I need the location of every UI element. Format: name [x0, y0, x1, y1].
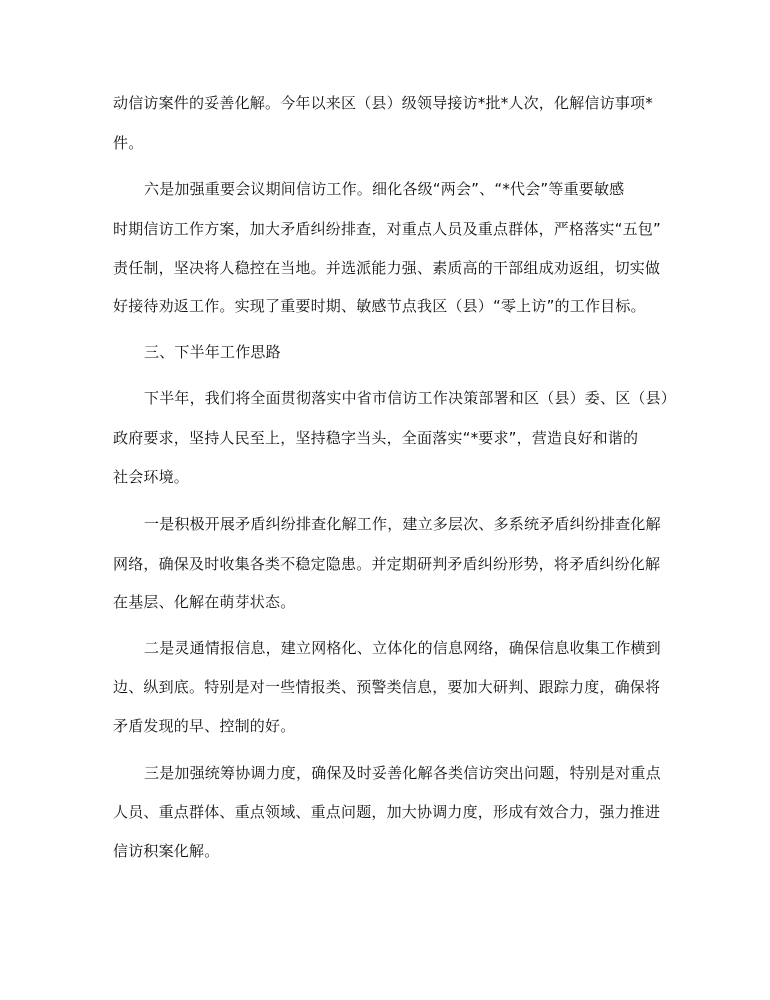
- text-line: 社会环境。: [113, 468, 190, 486]
- text-line: 三是加强统筹协调力度，确保及时妥善化解各类信访突出问题，特别是对重点: [144, 764, 661, 782]
- text-line: 好接待劝返工作。实现了重要时期、敏感节点我区（县）“零上访”的工作目标。: [113, 297, 646, 315]
- text-line: 在基层、化解在萌芽状态。: [113, 593, 296, 611]
- text-line: 二是灵通情报信息，建立网格化、立体化的信息网络，确保信息收集工作横到: [144, 639, 661, 657]
- text-line: 时期信访工作方案，加大矛盾纠纷排查，对重点人员及重点群体，严格落实“五包”: [113, 220, 661, 238]
- text-line: 动信访案件的妥善化解。今年以来区（县）级领导接访*批*人次，化解信访事项*: [113, 94, 653, 112]
- text-line: 一是积极开展矛盾纠纷排查化解工作，建立多层次、多系统矛盾纠纷排查化解: [144, 515, 661, 533]
- text-line: 政府要求，坚持人民至上，坚持稳字当头，全面落实“*要求”，营造良好和谐的: [113, 429, 639, 447]
- text-line: 信访积案化解。: [113, 842, 220, 860]
- text-line: 责任制，坚决将人稳控在当地。并选派能力强、素质高的干部组成劝返组，切实做: [113, 259, 661, 277]
- text-line: 六是加强重要会议期间信访工作。细化各级“两会”、“*代会”等重要敏感: [144, 180, 625, 198]
- text-line: 件。: [113, 134, 144, 152]
- text-line: 矛盾发现的早、控制的好。: [113, 717, 296, 735]
- text-line: 下半年，我们将全面贯彻落实中省市信访工作决策部署和区（县）委、区（县）: [144, 389, 677, 407]
- text-line: 人员、重点群体、重点领域、重点问题，加大协调力度，形成有效合力，强力推进: [113, 803, 661, 821]
- text-line: 网络，确保及时收集各类不稳定隐患。并定期研判矛盾纠纷形势，将矛盾纠纷化解: [113, 555, 661, 573]
- section-heading: 三、下半年工作思路: [144, 343, 281, 361]
- text-line: 边、纵到底。特别是对一些情报类、预警类信息，要加大研判、跟踪力度，确保将: [113, 678, 661, 696]
